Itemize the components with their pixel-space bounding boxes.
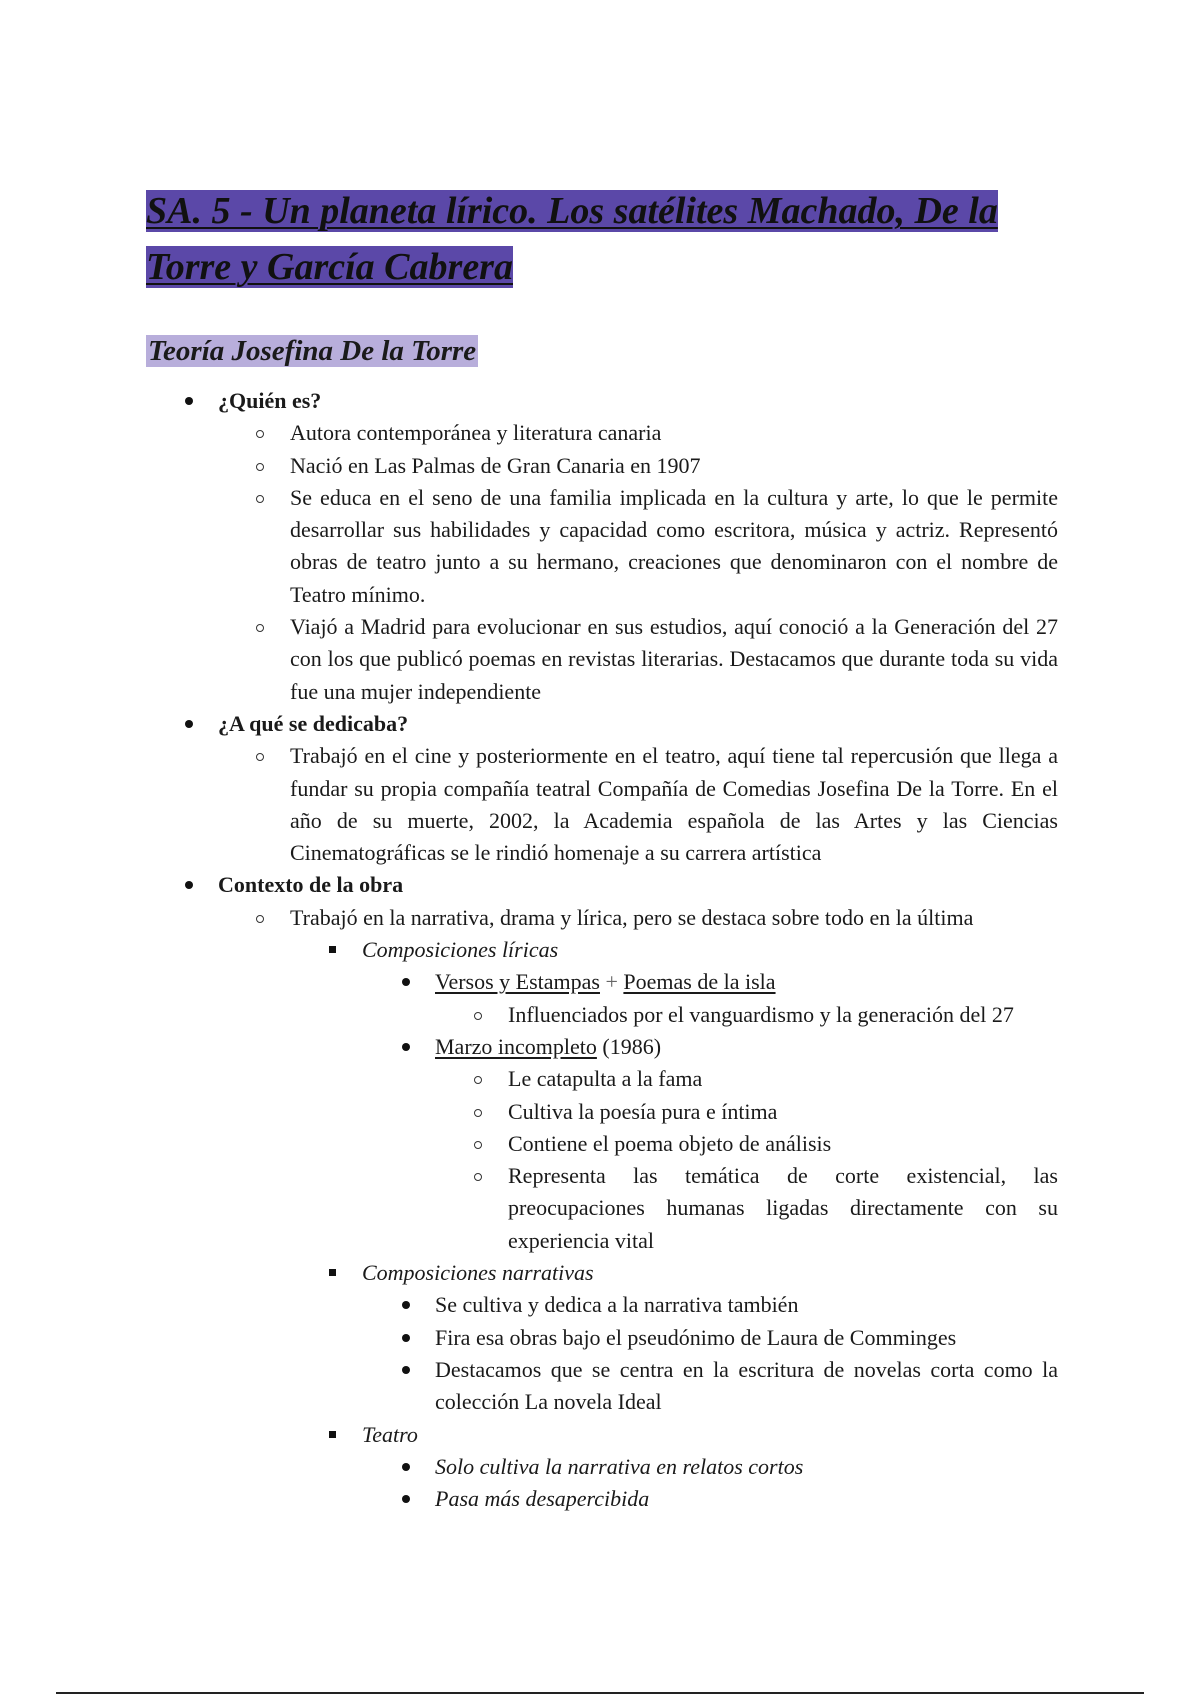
heading-quien: ¿Quién es? xyxy=(218,388,322,413)
section-subtitle: Teoría Josefina De la Torre xyxy=(148,335,477,367)
list-item: Trabajó en el cine y posteriormente en el teatro, aquí tiene tal repercusión que llega a fundar su propia compañía teatral Compañía de Comedias Josefina De la Torre. En el año de su muerte, 2002, la Academia española de las Artes y las Ciencias Cinematográficas se le rindió homenaje a su carrera artística xyxy=(146,740,1058,869)
list-item: Influenciados por el vanguardismo y la generación del 27 xyxy=(146,999,1058,1031)
outline-list xyxy=(146,385,1058,1515)
list-item: Fira esa obras bajo el pseudónimo de Laura de Comminges xyxy=(146,1322,1058,1354)
list-item: Marzo incompleto (1986) Le catapulta a la fama Cultiva la poesía pura e íntima Contiene el poema objeto de análisis Representa las temática de corte existencial, las preocupaciones humanas ligadas directamente con su experiencia vital xyxy=(146,1031,1058,1257)
list-item: Cultiva la poesía pura e íntima xyxy=(146,1096,1058,1128)
list-item: Representa las temática de corte existencial, las preocupaciones humanas ligadas directamente con su experiencia vital xyxy=(146,1160,1058,1257)
list-item: Destacamos que se centra en la escritura de novelas corta como la colección La novela Ideal xyxy=(146,1354,1058,1419)
list-item: Autora contemporánea y literatura canaria xyxy=(146,417,1058,449)
footer-divider xyxy=(56,1692,1144,1694)
work-title: Poemas de la isla xyxy=(623,969,776,995)
list-item: Se cultiva y dedica a la narrativa también xyxy=(146,1289,1058,1321)
list-item: Se educa en el seno de una familia implicada en la cultura y arte, lo que le permite desarrollar sus habilidades y capacidad como escritora, música y actriz. Representó obras de teatro junto a su hermano, creaciones que denominaron con el nombre de Teatro mínimo. xyxy=(146,482,1058,611)
heading-contexto: Contexto de la obra xyxy=(218,872,404,898)
list-item: Pasa más desapercibida xyxy=(146,1483,1058,1515)
list-item: Viajó a Madrid para evolucionar en sus estudios, aquí conoció a la Generación del 27 con los que publicó poemas en revistas literarias. Destacamos que durante toda su vida fue una mujer independiente xyxy=(146,611,1058,708)
list-item: Trabajó en la narrativa, drama y lírica, pero se destaca sobre todo en la última Composiciones líricas Versos y Estampas + Poemas de la isla Influenciados por el vanguardismo y la generación del 27 Marzo incompleto (1986) Le catapulta a la fama Cultiva la poesía pura e íntima Contiene el poema objeto de análisis Representa las temática de corte existencial, las preocupaciones humanas ligadas directamente con su experiencia vital Composiciones narrativas Se cultiva y dedica a la narrativa también Fira esa obras bajo el pseudónimo de Laura de Comminges Destacamos que se centra en la escritura de novelas corta como la colección La novela Ideal Teatro Solo cultiva la narrativa en relatos cortos Pasa más desapercibida xyxy=(146,902,1058,1516)
list-item xyxy=(146,934,1058,1257)
list-item: Contiene el poema objeto de análisis xyxy=(146,1128,1058,1160)
work-title: Marzo incompleto xyxy=(435,1033,597,1059)
document-page xyxy=(146,183,1058,1515)
list-item: Le catapulta a la fama xyxy=(146,1063,1058,1095)
label-teatro: Teatro xyxy=(362,1421,418,1447)
list-item: Solo cultiva la narrativa en relatos cortos xyxy=(146,1451,1058,1483)
list-item xyxy=(146,1419,1058,1516)
document-title: SA. 5 - Un planeta lírico. Los satélites Machado, De la Torre y García Cabrera xyxy=(146,190,998,288)
list-item xyxy=(146,1257,1058,1418)
list-item xyxy=(146,385,1058,708)
label-liricas: Composiciones líricas xyxy=(362,937,559,963)
list-item: Nació en Las Palmas de Gran Canaria en 1907 xyxy=(146,450,1058,482)
list-item: Versos y Estampas + Poemas de la isla Influenciados por el vanguardismo y la generación del 27 xyxy=(146,966,1058,1031)
list-item xyxy=(146,708,1058,869)
label-narrativas: Composiciones narrativas xyxy=(362,1260,594,1286)
list-item xyxy=(146,869,1058,1515)
work-title: Versos y Estampas xyxy=(435,969,600,995)
heading-dedicaba: ¿A qué se dedicaba? xyxy=(218,710,409,736)
